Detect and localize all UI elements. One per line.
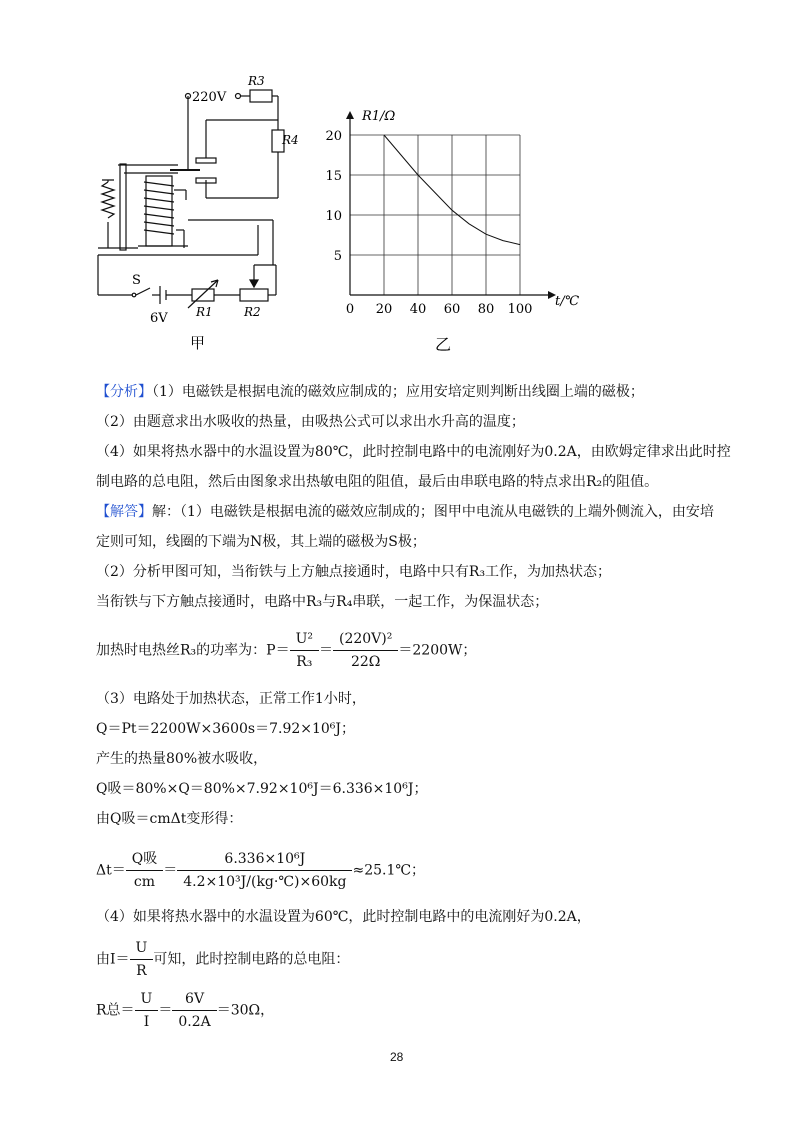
dt-frac2-num: 6.336×10⁶J bbox=[177, 848, 352, 871]
power-frac2-den: 22Ω bbox=[350, 654, 381, 670]
y-tick-label: 5 bbox=[333, 249, 342, 264]
rtotal-result: ＝30Ω， bbox=[216, 1002, 275, 1019]
page-number: 28 bbox=[390, 1050, 404, 1064]
dt-frac1-num: Q吸 bbox=[126, 848, 163, 871]
dt-frac2-den: 4.2×10³J/(kg·℃)×60kg bbox=[183, 874, 347, 890]
answer-line-2b: 当衔铁与下方触点接通时，电路中R₃与R₄串联，一起工作，为保温状态； bbox=[96, 594, 549, 610]
rtotal-frac2-num: 6V bbox=[172, 988, 216, 1011]
x-axis-label: t/℃ bbox=[555, 294, 580, 309]
answer-line-3d: Q吸＝80%×Q＝80%×7.92×10⁶J＝6.336×10⁶J； bbox=[96, 781, 428, 797]
rtotal-eq: ＝ bbox=[158, 1002, 173, 1019]
r1-label: R1 bbox=[196, 305, 213, 319]
rtotal-prefix: R总＝ bbox=[96, 1002, 135, 1019]
voltage-label: 220V bbox=[192, 90, 227, 105]
analysis-line-4a: （4）如果将热水器中的水温设置为80℃，此时控制电路中的电流刚好为0.2A，由欧姆定律求出此时控 bbox=[96, 444, 731, 460]
dt-frac1-den: cm bbox=[133, 874, 156, 890]
answer-line-3c: 产生的热量80%被水吸收， bbox=[96, 751, 268, 767]
power-prefix: 加热时电热丝R₃的功率为：P＝ bbox=[96, 642, 290, 659]
analysis-line-2: （2）由题意求出水吸收的热量，由吸热公式可以求出水升高的温度； bbox=[96, 414, 525, 430]
ohm-prefix: 由I＝ bbox=[96, 951, 130, 968]
ohm-law-line bbox=[96, 937, 349, 982]
switch-label: S bbox=[132, 273, 141, 288]
figure-caption-jia: 甲 bbox=[190, 334, 206, 352]
r3-label: R3 bbox=[248, 74, 265, 88]
power-equation bbox=[96, 628, 476, 673]
r2-label: R2 bbox=[244, 305, 261, 319]
answer-line-1a bbox=[96, 503, 714, 521]
y-tick-label: 20 bbox=[325, 129, 342, 144]
answer-line-3b: Q＝Pt＝2200W×3600s＝7.92×10⁶J； bbox=[96, 721, 356, 737]
answer-line-3e: 由Q吸＝cmΔt变形得： bbox=[96, 811, 243, 827]
answer-line-1b: 定则可知，线圈的下端为N极，其上端的磁极为S极； bbox=[96, 534, 426, 550]
y-tick-label: 15 bbox=[325, 169, 342, 184]
answer-line-3a: （3）电路处于加热状态，正常工作1小时， bbox=[96, 691, 366, 707]
dt-prefix: Δt＝ bbox=[96, 862, 126, 879]
circuit-diagram bbox=[88, 70, 318, 360]
rtotal-frac2-den: 0.2A bbox=[178, 1014, 211, 1030]
x-tick-label: 60 bbox=[443, 302, 461, 317]
x-tick-label: 0 bbox=[345, 302, 355, 317]
power-frac1-num: U² bbox=[290, 628, 319, 651]
y-axis-label: R1/Ω bbox=[362, 109, 396, 124]
analysis-tag: 【分析】 bbox=[96, 384, 152, 400]
chart-caption-yi: 乙 bbox=[435, 335, 452, 354]
power-frac2-num: (220V)² bbox=[333, 628, 398, 651]
ohm-suffix: 可知，此时控制电路的总电阻： bbox=[153, 951, 350, 968]
dt-eq: ＝ bbox=[163, 862, 178, 879]
analysis-line-1 bbox=[96, 383, 644, 401]
rtotal-frac1-num: U bbox=[135, 988, 159, 1011]
y-tick-label: 10 bbox=[325, 209, 342, 224]
x-tick-label: 80 bbox=[477, 302, 495, 317]
power-frac1-den: R₃ bbox=[296, 654, 313, 670]
total-resistance-equation bbox=[96, 988, 274, 1033]
delta-t-equation bbox=[96, 848, 425, 893]
ohm-den: R bbox=[136, 963, 147, 979]
analysis-line-4b: 制电路的总电阻，然后由图象求出热敏电阻的阻值，最后由串联电路的特点求出R₂的阻值。 bbox=[96, 474, 659, 490]
rtotal-frac1-den: I bbox=[143, 1014, 150, 1030]
ohm-num: U bbox=[130, 937, 154, 960]
analysis-text-1: （1）电磁铁是根据电流的磁效应制成的；应用安培定则判断出线圈上端的磁极； bbox=[152, 384, 644, 400]
x-tick-label: 100 bbox=[507, 302, 533, 317]
power-eq: ＝ bbox=[319, 642, 333, 659]
x-tick-label: 40 bbox=[409, 302, 427, 317]
answer-tag: 【解答】 bbox=[96, 504, 152, 520]
chart-svg bbox=[320, 105, 600, 360]
answer-line-4a: （4）如果将热水器中的水温设置为60℃，此时控制电路中的电流刚好为0.2A， bbox=[96, 909, 591, 925]
r4-label: R4 bbox=[282, 133, 299, 147]
thermistor-chart bbox=[320, 105, 600, 360]
circuit-figure bbox=[88, 70, 318, 360]
answer-line-2a: （2）分析甲图可知，当衔铁与上方触点接通时，电路中只有R₃工作，为加热状态； bbox=[96, 564, 612, 580]
x-tick-label: 20 bbox=[375, 302, 393, 317]
power-result: ＝2200W； bbox=[398, 642, 477, 659]
battery-label: 6V bbox=[150, 311, 168, 326]
dt-result: ≈25.1℃； bbox=[352, 862, 426, 879]
answer-text-1a: 解：（1）电磁铁是根据电流的磁效应制成的；图甲中电流从电磁铁的上端外侧流入，由安培 bbox=[152, 504, 714, 520]
y-axis-arrow bbox=[346, 111, 354, 119]
